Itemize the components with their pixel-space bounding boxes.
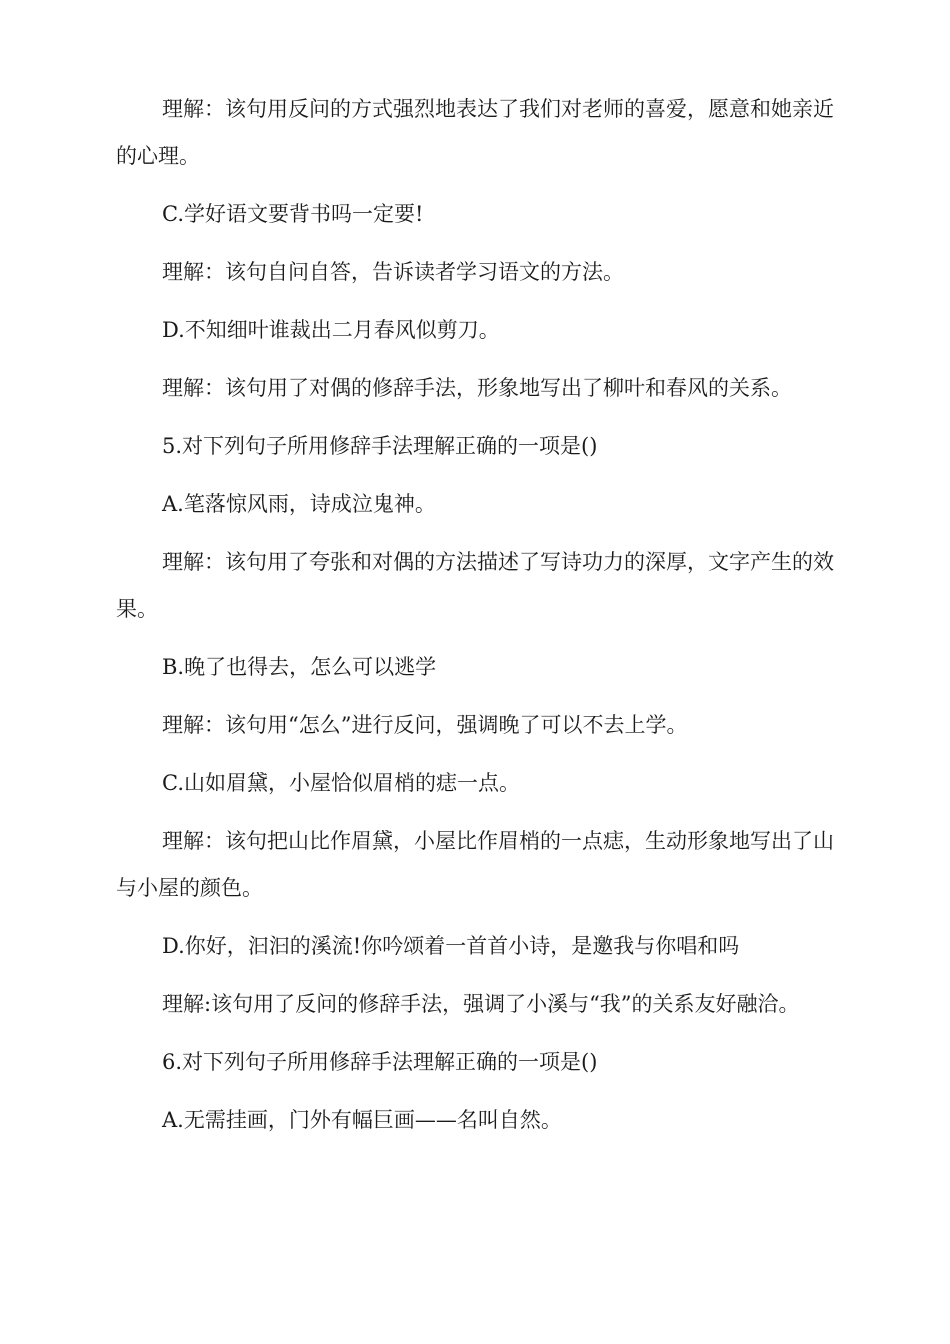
paragraph: 理解：该句用了夸张和对偶的方法描述了写诗功力的深厚，文字产生的效果。 — [116, 550, 834, 621]
paragraph: B.晚了也得去，怎么可以逃学 — [162, 655, 437, 679]
document-body — [116, 86, 834, 1144]
paragraph: C.山如眉黛，小屋恰似眉梢的痣一点。 — [162, 771, 520, 795]
paragraph: D.你好，汩汩的溪流!你吟颂着一首首小诗，是邀我与你唱和吗 — [162, 934, 740, 958]
paragraph: 理解：该句用了对偶的修辞手法，形象地写出了柳叶和春风的关系。 — [162, 376, 792, 400]
paragraph: 理解:该句用了反问的修辞手法，强调了小溪与“我”的关系友好融洽。 — [162, 992, 800, 1016]
paragraph: 理解：该句用反问的方式强烈地表达了我们对老师的喜爱，愿意和她亲近的心理。 — [116, 97, 834, 168]
paragraph: D.不知细叶谁裁出二月春风似剪刀。 — [162, 318, 500, 342]
paragraph: 理解：该句用“怎么”进行反问，强调晚了可以不去上学。 — [162, 713, 688, 737]
paragraph: 理解：该句把山比作眉黛，小屋比作眉梢的一点痣，生动形象地写出了山与小屋的颜色。 — [116, 829, 834, 900]
question-heading: 6.对下列句子所用修辞手法理解正确的一项是() — [162, 1050, 598, 1074]
paragraph: C.学好语文要背书吗一定要! — [162, 202, 424, 226]
paragraph: A.笔落惊风雨，诗成泣鬼神。 — [162, 492, 436, 516]
paragraph: A.无需挂画，门外有幅巨画——名叫自然。 — [162, 1108, 562, 1132]
question-heading: 5.对下列句子所用修辞手法理解正确的一项是() — [162, 434, 598, 458]
paragraph: 理解：该句自问自答，告诉读者学习语文的方法。 — [162, 260, 624, 284]
